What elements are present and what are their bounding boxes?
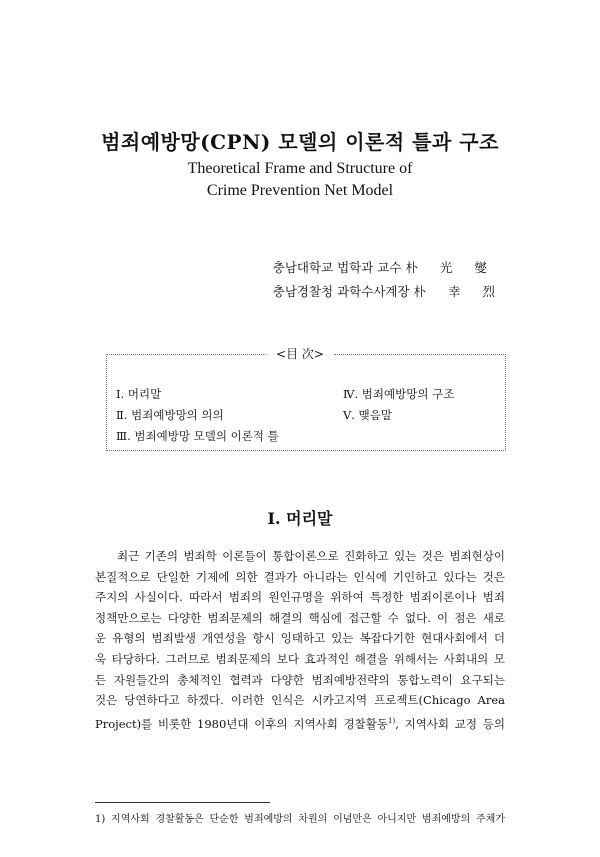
footnote-separator <box>95 802 270 803</box>
body-line-4: 정책만으로는 다양한 범죄문제의 해결의 핵심에 접근할 수 없다. 이 점은 새로 <box>95 610 505 625</box>
title-korean: 범죄예방망(CPN) 모델의 이론적 틀과 구조 <box>101 130 499 154</box>
toc-item-2[interactable]: Ⅱ. 범죄예방망의 의의 <box>116 408 224 422</box>
section-heading: Ⅰ. 머리말 <box>267 509 333 528</box>
body-line-9-tail: , 지역사회 교정 등의 <box>395 716 505 731</box>
toc-item-4[interactable]: Ⅳ. 범죄예방망의 구조 <box>343 387 455 401</box>
author-2-affiliation: 충남경찰청 과학수사계장 <box>272 284 410 299</box>
toc-item-5[interactable]: Ⅴ. 맺음말 <box>343 408 392 422</box>
footnote-ref-1[interactable]: 1) <box>388 716 396 725</box>
body-line-2: 본질적으로 단일한 기제에 의한 결과가 아니라는 인식에 기인하고 있다는 것은 <box>95 569 505 584</box>
body-line-3: 주지의 사실이다. 따라서 범죄의 원인규명을 위하여 특정한 범죄이론이나 범죄 <box>95 590 505 605</box>
body-line-8: 것은 당연하다고 하겠다. 이러한 인식은 시카고지역 프로젝트(Chicago Area <box>95 693 505 708</box>
title-english-line2: Crime Prevention Net Model <box>206 182 394 199</box>
title-english-line1: Theoretical Frame and Structure of <box>187 160 413 177</box>
author-block <box>273 256 504 304</box>
body-line-5: 운 유형의 범죄발생 개연성을 항시 잉태하고 있는 복잡다기한 현대사회에서 더 <box>95 631 505 646</box>
author-1-affiliation: 충남대학교 법학과 교수 <box>272 260 402 275</box>
toc-item-1[interactable]: Ⅰ. 머리말 <box>116 387 162 401</box>
author-1 <box>273 256 504 280</box>
author-2-name: 朴 幸 烈 <box>413 284 504 299</box>
body-line-6: 욱 타당하다. 그러므로 범죄문제의 보다 효과적인 해결을 위해서는 사회내의 모 <box>95 651 505 666</box>
footnote-1: 1) 지역사회 경찰활동은 단순한 범죄예방의 차원의 이념만은 아니지만 범죄예방의 주체가 <box>95 814 505 825</box>
body-line-9 <box>95 711 505 732</box>
author-1-name: 朴 光 燮 <box>405 260 496 275</box>
toc-label: <目 次> <box>276 347 324 361</box>
body-line-9-text: Project)를 비롯한 1980년대 이후의 지역사회 경찰활동 <box>95 716 388 731</box>
body-line-7: 든 자원들간의 총체적인 협력과 다양한 범죄예방전략의 통합노력이 요구되는 <box>95 672 505 687</box>
body-paragraph <box>95 546 505 731</box>
body-line-1: 최근 기존의 범죄학 이론들이 통합이론으로 진화하고 있는 것은 범죄현상이 <box>117 549 505 563</box>
author-2 <box>273 280 504 304</box>
table-of-contents <box>106 354 506 451</box>
toc-item-3[interactable]: Ⅲ. 범죄예방망 모델의 이론적 틀 <box>116 429 279 443</box>
